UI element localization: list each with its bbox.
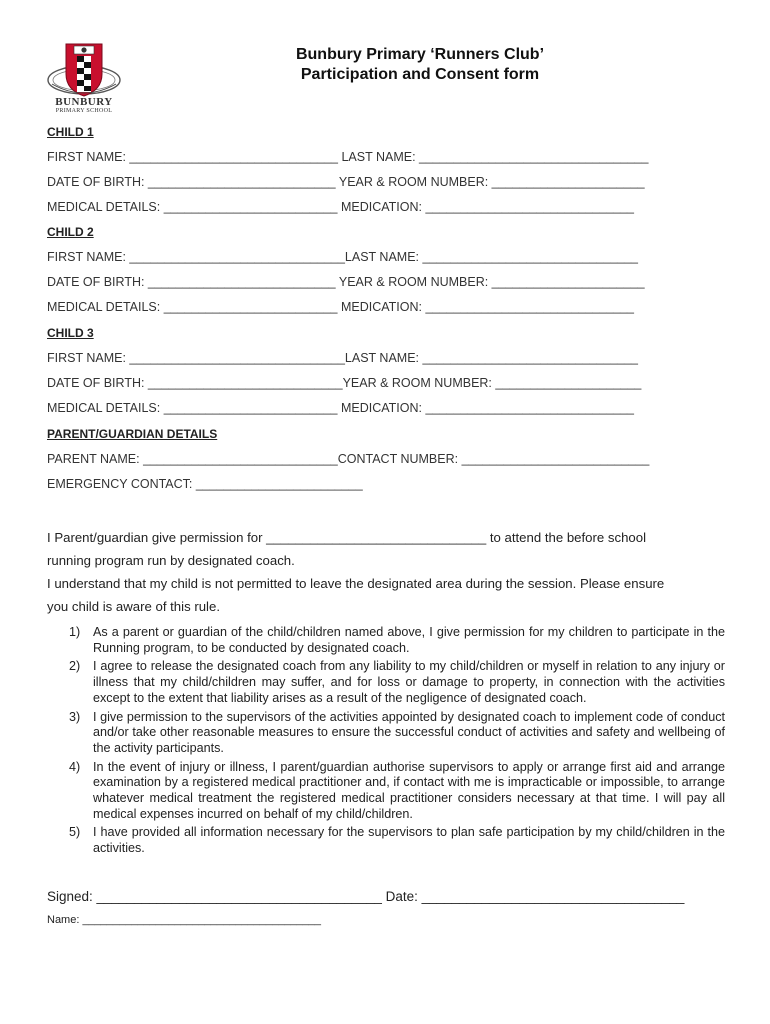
- child1-medical-field[interactable]: MEDICAL DETAILS: _________________________ MEDICATION: ______________________________: [47, 200, 635, 214]
- child2-name-field[interactable]: FIRST NAME: _______________________________LAST NAME: _______________________________: [47, 250, 639, 264]
- child1-heading: CHILD 1: [47, 125, 94, 139]
- consent-item: [47, 710, 725, 757]
- child2-heading: CHILD 2: [47, 225, 94, 239]
- child1-dob-year-field[interactable]: DATE OF BIRTH: ___________________________ YEAR & ROOM NUMBER: ______________________: [47, 175, 645, 189]
- child2-dob-year-field[interactable]: DATE OF BIRTH: ___________________________ YEAR & ROOM NUMBER: ______________________: [47, 275, 645, 289]
- emergency-contact-field[interactable]: EMERGENCY CONTACT: ________________________: [47, 477, 363, 491]
- item-text: In the event of injury or illness, I parent/guardian authorise supervisors to apply or arrange first aid and arrange examination by a registered medical practitioner and, if contact with me is impracticable or impossible, to arrange whatever medical treatment the registered medical practitioner considers necessary at that time. I will pay all medical expenses incurred on behalf of my child/children.: [93, 759, 725, 821]
- child3-heading: CHILD 3: [47, 326, 94, 340]
- consent-item: [47, 760, 725, 823]
- item-text: I have provided all information necessary for the supervisors to plan safe participation by my child/children in the activities.: [93, 825, 725, 856]
- consent-item: [47, 825, 725, 856]
- signature-date-field[interactable]: Signed: ______________________________________ Date: ___________________________________: [47, 889, 685, 904]
- item-text: As a parent or guardian of the child/children named above, I give permission for my children to participate in the Running program, to be conducted by designated coach.: [93, 625, 725, 655]
- logo-school-name: BUNBURY: [55, 96, 113, 108]
- consent-item: [47, 625, 725, 656]
- item-number: 3): [69, 709, 81, 724]
- permission-line2: running program run by designated coach.: [47, 553, 295, 568]
- consent-item: [47, 659, 725, 706]
- consent-terms-list: [47, 625, 725, 860]
- school-logo-text: [44, 97, 124, 115]
- permission-line3: I understand that my child is not permitted to leave the designated area during the session. Please ensure: [47, 576, 665, 591]
- permission-line1: I Parent/guardian give permission for ______________________________ to attend the before school: [47, 530, 647, 545]
- item-number: 5): [69, 825, 81, 840]
- item-number: 4): [69, 759, 81, 774]
- item-number: 2): [69, 659, 81, 674]
- item-number: 1): [69, 625, 81, 639]
- item-text: I agree to release the designated coach from any liability to my child/children or myself in relation to any injury or illness that my child/children may suffer, and for loss or damage to property, in connection with the activities except to the extent that liability arises as a result of the negligence of designated coach.: [93, 659, 725, 705]
- parent-heading: PARENT/GUARDIAN DETAILS: [47, 427, 218, 441]
- permission-line4: you child is aware of this rule.: [47, 599, 220, 614]
- form-title-line1: Bunbury Primary ‘Runners Club’: [295, 46, 545, 63]
- item-text: I give permission to the supervisors of the activities appointed by designated coach to implement code of conduct and/or take other reasonable measures to ensure the successful conduct of activities and safety and wellbeing of the activity participants.: [93, 709, 725, 755]
- form-title-line2: Participation and Consent form: [300, 66, 540, 83]
- signer-name-field[interactable]: Name: _______________________________________: [47, 914, 322, 926]
- parent-name-contact-field[interactable]: PARENT NAME: ____________________________CONTACT NUMBER: ___________________________: [47, 452, 650, 466]
- child3-dob-year-field[interactable]: DATE OF BIRTH: ____________________________YEAR & ROOM NUMBER: _____________________: [47, 376, 642, 390]
- child3-name-field[interactable]: FIRST NAME: _______________________________LAST NAME: _______________________________: [47, 351, 639, 365]
- logo-school-sub: PRIMARY SCHOOL: [55, 108, 113, 114]
- child3-medical-field[interactable]: MEDICAL DETAILS: _________________________ MEDICATION: ______________________________: [47, 401, 635, 415]
- child2-medical-field[interactable]: MEDICAL DETAILS: _________________________ MEDICATION: ______________________________: [47, 300, 635, 314]
- child1-name-field[interactable]: FIRST NAME: ______________________________ LAST NAME: _________________________________: [47, 150, 649, 164]
